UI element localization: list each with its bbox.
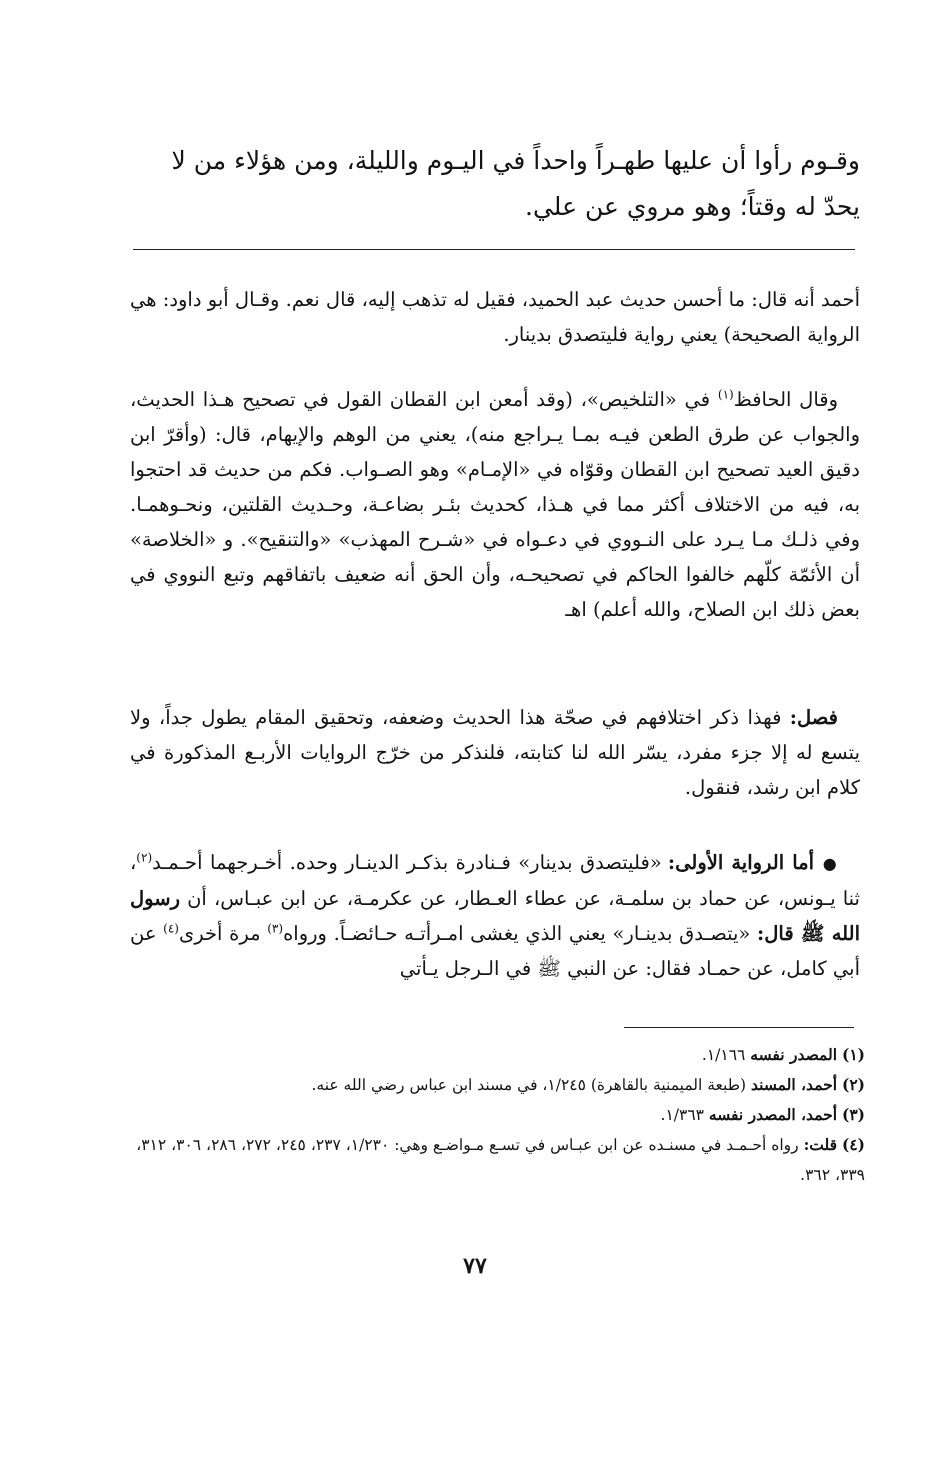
commentary-paragraph-fasl	[130, 700, 860, 805]
paragraph-text: مرة أخرى	[178, 922, 268, 945]
commentary-continuation	[130, 282, 860, 352]
footnote-ref-2: (٢)	[136, 850, 153, 865]
footnote-item: (٤) قلت: رواه أحـمـد في مسنـده عن ابن عبـاس في تسـع مـواضـع وهي: ١/٢٣٠، ٢٣٧، ٢٤٥، ٢٧٢، ٢٨٦، ٣٠٦، ٣١٢، ٣٣٩، ٣٦٢.	[136, 1135, 865, 1184]
paragraph-text: عن أبي كامل، عن حمـاد فقال: عن النبي ﷺ في الـرجل يـأتي	[130, 922, 860, 980]
main-text-line: يحدّ له وقتاً؛ وهو مروي عن علي.	[525, 192, 860, 221]
footnote-item: (١) المصدر نفسه ١/١٦٦.	[701, 1045, 865, 1064]
main-text-line: وقـوم رأوا أن عليها طهـراً واحداً في اليـوم والليلة، ومن هؤلاء من لا	[171, 146, 860, 175]
bullet-icon: ●	[821, 854, 838, 873]
paragraph-text: «فليتصدق بدينار» فـنادرة بذكـر الدينـار وحده. أخـرجهما أحـمـد	[152, 851, 668, 874]
commentary-paragraph-first-narration	[130, 845, 860, 986]
section-label: فصل:	[789, 706, 838, 729]
footnotes-divider	[624, 1027, 854, 1028]
commentary-continuation-text: أحمد أنه قال: ما أحسن حديث عبد الحميد، فقيل له تذهب إليه، قال نعم. وقـال أبو داود: هي الرواية الصحيحة) يعني رواية فليتصدق بدينار.	[130, 288, 860, 346]
paragraph-text: ، ثنا يـونس، عن حماد بن سلمـة، عن عطاء العـطار، عن عكرمـة، عن ابن عبـاس، أن	[130, 851, 860, 910]
paragraph-text: فهذا ذكر اختلافهم في صحّة هذا الحديث وضعفه، وتحقيق المقام يطول جداً، ولا يتسع له إلا جزء مفرد، يسّر الله لنا كتابته، فلنذكر من خرّج الروايات الأربـع المذكورة في كلام ابن رشد، فنقول.	[130, 706, 860, 799]
commentary-paragraph-hafiz	[130, 382, 860, 627]
footnotes-block	[130, 1040, 865, 1190]
paragraph-text: «يتصـدق بدينـار» يعني الذي يغشى امـرأتـه حـائضـاً. ورواه	[283, 922, 758, 945]
footnote-ref-4: (٤)	[163, 921, 179, 936]
section-label: أما الرواية الأولى:	[667, 851, 815, 874]
footnote-ref-3: (٣)	[267, 921, 284, 936]
paragraph-text: في «التلخيص»، (وقد أمعن ابن القطان القول في تصحيح هـذا الحديث، والجواب عن طرق الطعن فيـه بمـا يـراجع منه)، يعني من الوهم والإيهام، قال: (وأقرّ ابن دقيق العيد تصحيح ابن القطان وقوّاه في «الإمـام» وهو الصـواب. فكم من حديث قد احتجوا به، فيه من الاختلاف أكثر مما في هـذا، كحديث بئـر بضاعـة، وحـديث القلتين، ونحـوهمـا. وفي ذلـك مـا يـرد على النـووي في دعـواه في «شـرح المهذب» «والتنقيح». و «الخلاصة» أن الأئمّة كلّهم خالفوا الحاكم في تصحيحـه، وأن الحق أنه ضعيف باتفاقهم وتبع النووي في بعض ذلك ابن الصلاح، والله أعلم) اهـ	[130, 388, 860, 621]
page-number: ٧٧	[463, 1253, 487, 1279]
main-text-divider	[133, 249, 855, 250]
footnote-item: (٣) أحمد، المصدر نفسه ١/٣٦٣.	[660, 1105, 865, 1124]
paragraph-text: وقال الحافظ	[733, 388, 839, 411]
footnote-item: (٢) أحمد، المسند (طبعة الميمنية بالقاهرة) ١/٢٤٥، في مسند ابن عباس رضي الله عنه.	[311, 1075, 865, 1094]
bold-phrase: رسول الله ﷺ قال:	[130, 887, 860, 945]
main-text-block	[130, 138, 860, 230]
footnote-ref-1: (١)	[717, 387, 734, 402]
